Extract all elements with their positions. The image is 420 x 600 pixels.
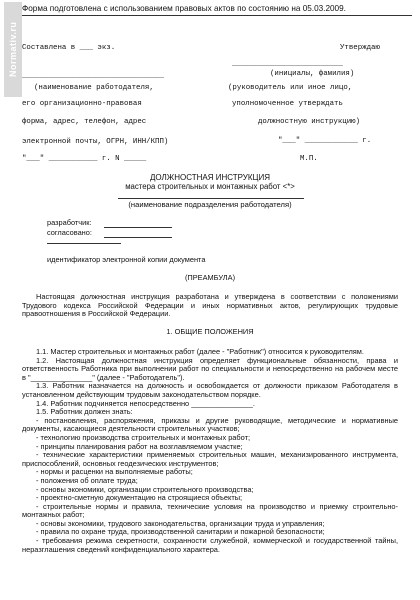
blank-line xyxy=(47,243,121,244)
preamble-text: Настоящая должностная инструкция разработана и утверждена в соответствии с положениями Трудового кодекса Российской Федерации и иных нормативных актов, регулирующих трудовые правоотношения в Российской Федерации. xyxy=(22,292,398,319)
knowledge-item: - положения об оплате труда; xyxy=(36,475,138,485)
approve-date-line: "___" ____________ г. xyxy=(278,137,372,145)
date-number-line: "___" ___________ г. N _____ xyxy=(22,155,147,163)
knowledge-item: - основы экономики, организации строительного производства; xyxy=(36,484,254,494)
form-note: Форма подготовлена с использованием правовых актов по состоянию на 05.03.2009. xyxy=(22,4,412,16)
section-1-heading: 1. ОБЩИЕ ПОЛОЖЕНИЯ xyxy=(166,327,254,336)
developer-line xyxy=(104,227,172,228)
clause-1-2: 1.2. Настоящая должностная инструкция определяет функциональные обязанности, права и ответственность Работника при выполнении работ по специальности и непосредственно на рабочем месте в "_______________" (далее - "Работодатель"). xyxy=(22,355,398,382)
clause-1-4: 1.4. Работник подчиняется непосредственно _______________. xyxy=(36,398,255,408)
dept-line xyxy=(118,198,304,199)
dept-caption: (наименование подразделения работодателя) xyxy=(128,200,292,209)
knowledge-item: - технические характеристики применяемых строительных машин, механизированного инструмента, приспособлений, основных геодезических инструментов; xyxy=(22,450,398,468)
knowledge-item: - основы экономики, трудового законодательства, организации труда и управления; xyxy=(36,518,325,528)
approver-line: _________________________ xyxy=(232,60,343,68)
approver-role-2: уполномоченное утверждать xyxy=(232,100,343,108)
developer-label: разработчик: xyxy=(47,218,92,227)
preamble-heading: (ПРЕАМБУЛА) xyxy=(184,273,236,282)
doc-title: ДОЛЖНОСТНАЯ ИНСТРУКЦИЯ xyxy=(150,173,270,182)
agreed-label: согласовано: xyxy=(47,228,92,237)
knowledge-item: - требования режима секретности, сохранности служебной, коммерческой и государственной тайны, неразглашения сведений конфиденциального характера. xyxy=(22,536,398,554)
clause-1-3: 1.3. Работник назначается на должность и освобождается от должности приказом Работодателя в установленном действующим трудовым законодательством порядке. xyxy=(22,381,398,399)
stamp-placeholder: М.П. xyxy=(300,155,318,163)
approve-label: Утверждаю xyxy=(340,44,380,52)
knowledge-item: - проектно-сметную документацию на строящиеся объекты; xyxy=(36,493,243,503)
knowledge-item: - нормы и расценки на выполняемые работы; xyxy=(36,467,193,477)
employer-caption-3: форма, адрес, телефон, адрес xyxy=(22,118,147,126)
edoc-id: идентификатор электронной копии документа xyxy=(47,255,206,264)
clause-1-5: 1.5. Работник должен знать: xyxy=(36,407,133,417)
agreed-line xyxy=(104,237,172,238)
knowledge-item: - постановления, распоряжения, приказы и другие руководящие, методические и нормативные документы, касающиеся деятельности строительных участков; xyxy=(22,415,398,434)
employer-caption-2: его организационно-правовая xyxy=(22,100,142,108)
knowledge-item: - строительные нормы и правила, технические условия на производство и приемку строительно-монтажных работ; xyxy=(22,501,398,520)
doc-subtitle: мастера строительных и монтажных работ <*> xyxy=(125,182,295,191)
watermark-logo: Normativ.ru xyxy=(4,2,22,97)
knowledge-item: - правила по охране труда, производственной санитарии и пожарной безопасности; xyxy=(36,527,325,537)
clause-1-1: 1.1. Мастер строительных и монтажных работ (далее - "Работник") относится к руководителям. xyxy=(36,347,364,356)
section-1-body xyxy=(22,348,398,554)
copies-count: Составлена в ___ экз. xyxy=(22,44,116,52)
employer-caption-1: (наименование работодателя, xyxy=(34,84,154,92)
knowledge-item: - технологию производства строительных и монтажных работ; xyxy=(36,432,251,442)
approver-role-3: должностную инструкцию) xyxy=(258,118,361,126)
employer-line: ________________________________ xyxy=(22,72,164,80)
approver-role-1: (руководитель или иное лицо, xyxy=(228,84,353,92)
knowledge-item: - принципы планирования работ на возглавляемом участке; xyxy=(36,441,243,451)
approver-caption: (инициалы, фамилия) xyxy=(270,70,355,78)
employer-caption-4: электронной почты, ОГРН, ИНН/КПП) xyxy=(22,138,169,146)
